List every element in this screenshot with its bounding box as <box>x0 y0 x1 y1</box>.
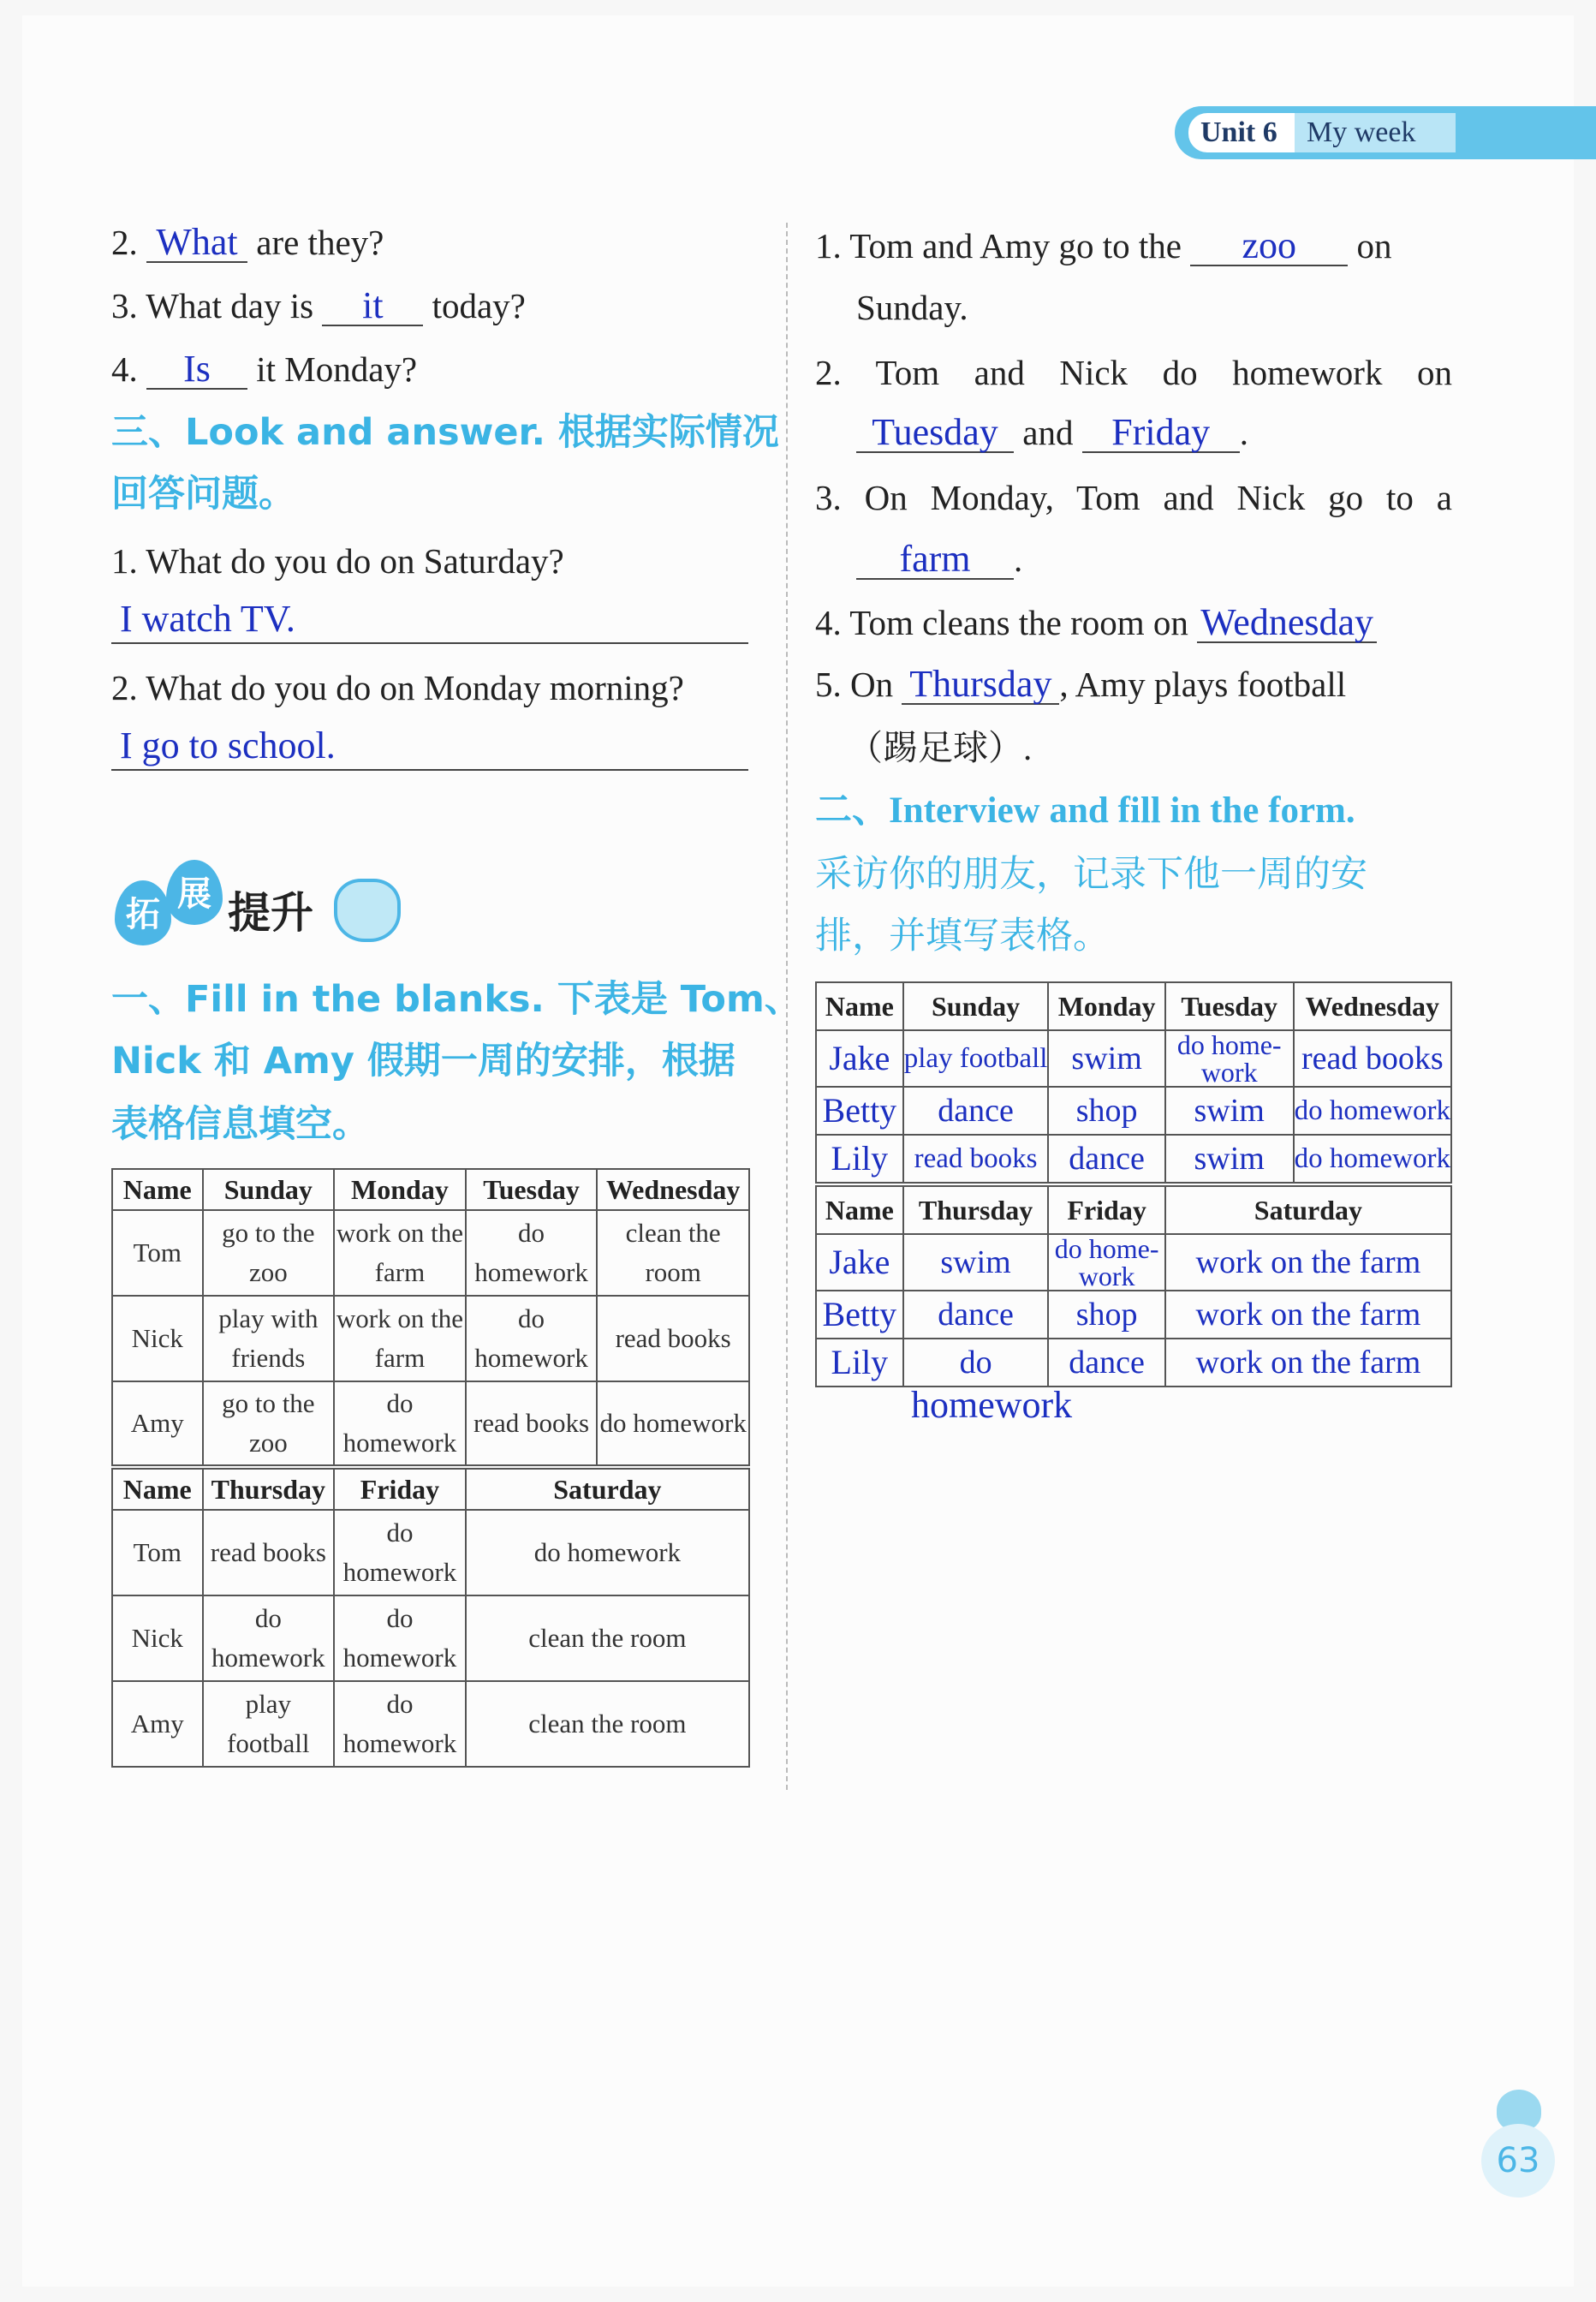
unit-number: Unit 6 <box>1188 113 1305 152</box>
table-row: Jake swim do home-work work on the farm <box>816 1234 1451 1291</box>
table-row: Betty dance shop swim do homework <box>816 1087 1451 1135</box>
fill-heading-2: Nick 和 Amy 假期一周的安排，根据 <box>111 1040 735 1082</box>
answer-line-1 <box>111 642 748 644</box>
answer-line-2 <box>111 769 748 771</box>
right-q2: 2. Tom and Nick do homework on <box>815 353 1452 392</box>
right-q4: 4. Tom cleans the room on Wednesday <box>815 601 1377 644</box>
question-4: 4. Is it Monday? <box>111 348 418 390</box>
section-3-heading-2: 回答问题。 <box>111 473 295 516</box>
fill-heading-1: 一、Fill in the blanks. 下表是 Tom、 <box>111 978 801 1021</box>
section-3-answer-1: I watch TV. <box>120 598 295 640</box>
extension-banner <box>115 860 423 954</box>
answer-what: What <box>156 221 238 263</box>
right-q3: 3. On Monday, Tom and Nick go to a <box>815 478 1452 517</box>
section-3-question-1: 1. What do you do on Saturday? <box>111 541 564 581</box>
table-row: Amy go to the zoo do homework read books do homework <box>112 1381 749 1467</box>
table-row: Lily read books dance swim do homework <box>816 1135 1451 1184</box>
interview-heading-3: 排，并填写表格。 <box>815 915 1110 957</box>
section-3-question-2: 2. What do you do on Monday morning? <box>111 668 684 707</box>
interview-table: Name Sunday Monday Tuesday Wednesday Jake play football swim do home-work read books Betty dance shop swim do homework Lily read books dance swim do homework Name Thursday Friday Saturday Jake swim do home-work work on the farm Betty dance shop work on the farm Lily do dance work on the farm <box>815 981 1452 1387</box>
answer-zoo: zoo <box>1242 224 1297 266</box>
interview-heading-2: 采访你的朋友，记录下他一周的安 <box>815 853 1367 896</box>
right-q5-cont: （踢足球）. <box>848 728 1033 767</box>
right-q2-answers: Tuesday and Friday . <box>856 411 1248 454</box>
table-row: Jake play football swim do home-work read books <box>816 1030 1451 1087</box>
answer-wednesday: Wednesday <box>1200 601 1374 643</box>
page-number: 63 <box>1481 2124 1555 2198</box>
banner-text: 提升 <box>228 888 313 938</box>
table-row: Nick do homework do homework clean the room <box>112 1595 749 1681</box>
answer-farm: farm <box>899 538 971 580</box>
answer-is: Is <box>183 348 211 390</box>
question-3: 3. What day is it today? <box>111 284 526 326</box>
schedule-table-left: Name Sunday Monday Tuesday Wednesday Tom go to the zoo work on the farm do homework clean the room Nick play with friends work on the farm do homework read books Amy go to the zoo do homework read books do homework Name Thursday Friday Saturday Tom read books do homework do homework Nick do homework do homework clean the room Amy play football do homework clean the room <box>111 1168 750 1768</box>
answer-friday: Friday <box>1111 411 1211 453</box>
table-row: Tom read books do homework do homework <box>112 1510 749 1595</box>
right-q1-cont: Sunday. <box>856 288 968 327</box>
banner-drop-1: 拓 <box>115 880 171 945</box>
unit-header-tab <box>1175 106 1596 159</box>
table-row: Betty dance shop work on the farm <box>816 1291 1451 1339</box>
banner-drop-2: 展 <box>166 860 223 925</box>
interview-heading-1: 二、Interview and fill in the form. <box>815 790 1355 831</box>
right-q5: 5. On Thursday , Amy plays football <box>815 663 1347 705</box>
question-2: 2. What are they? <box>111 221 384 263</box>
answer-it: it <box>362 284 384 326</box>
table-overflow-answer: homework <box>911 1384 1073 1426</box>
section-3-heading: 三、Look and answer. 根据实际情况 <box>111 411 779 454</box>
mascot-icon <box>334 879 401 942</box>
answer-tuesday: Tuesday <box>872 411 998 453</box>
unit-title: My week <box>1295 113 1456 152</box>
fill-heading-3: 表格信息填空。 <box>111 1103 369 1146</box>
section-3-answer-2: I go to school. <box>120 725 336 766</box>
table-row: Nick play with friends work on the farm do homework read books <box>112 1296 749 1381</box>
answer-thursday: Thursday <box>909 663 1052 705</box>
table-row: Lily do dance work on the farm <box>816 1339 1451 1387</box>
right-q1: 1. Tom and Amy go to the zoo on <box>815 224 1392 266</box>
right-q3-answer: farm . <box>856 538 1022 581</box>
table-row: Tom go to the zoo work on the farm do homework clean the room <box>112 1210 749 1296</box>
table-row: Amy play football do homework clean the room <box>112 1681 749 1767</box>
